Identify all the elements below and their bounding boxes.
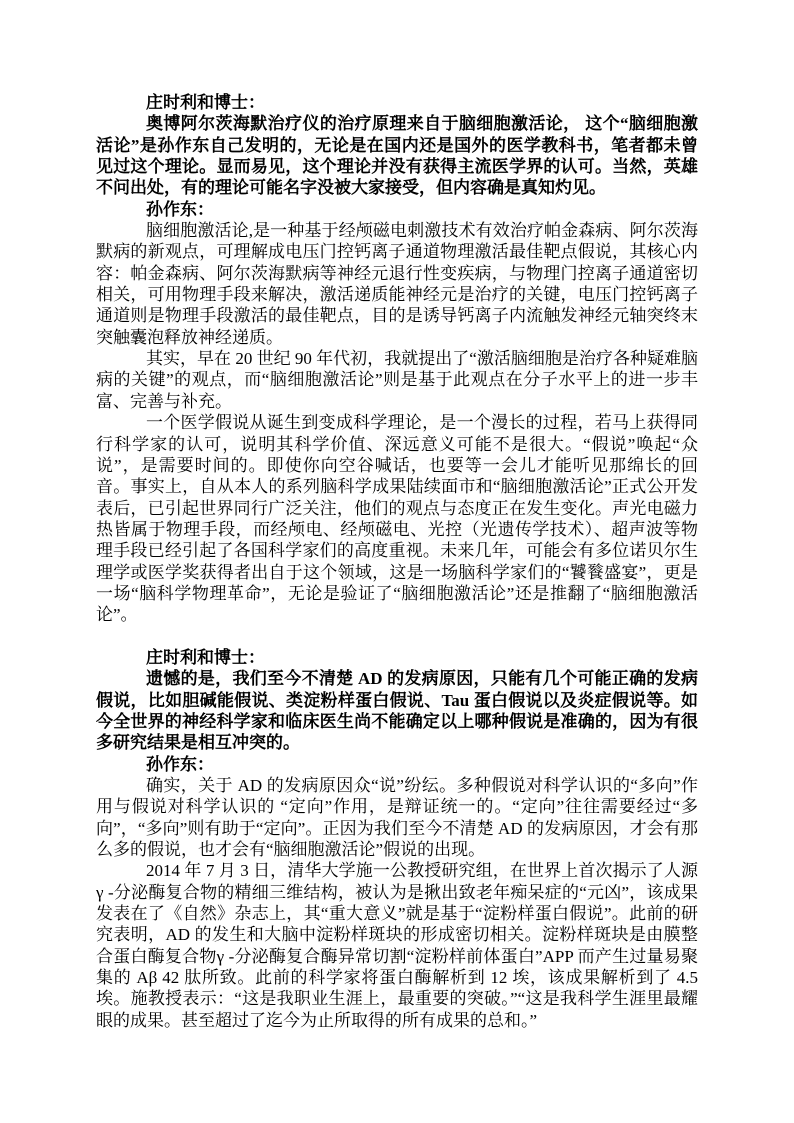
speaker-heading-sun-1: 孙作东：	[146, 199, 214, 219]
paragraph-zhuang-question-2: 遗憾的是，我们至今不清楚 AD 的发病原因，只能有几个可能正确的发病假说，比如胆碱能假说、类淀粉样蛋白假说、Tau 蛋白假说以及炎症假说等。如今全世界的神经科学家和临床医生尚不能确定以上哪种假说是准确的，因为有很多研究结果是相互冲突的。	[96, 669, 698, 753]
paragraph-zhuang-question-1: 奥博阿尔茨海默治疗仪的治疗原理来自于脑细胞激活论， 这个“脑细胞激活论”是孙作东自己发明的，无论是在国内还是国外的医学教科书，笔者都未曾见过这个理论。显而易见，这个理论并没有获得主流医学界的认可。当然，英雄不问出处，有的理论可能名字没被大家接受，但内容确是真知灼见。	[96, 114, 698, 198]
paragraph-sun-answer-1b: 其实，早在 20 世纪 90 年代初，我就提出了“激活脑细胞是治疗各种疑难脑病的关键”的观点，而“脑细胞激活论”则是基于此观点在分子水平上的进一步丰富、完善与补充。	[96, 349, 698, 411]
speaker-heading-zhuang-1: 庄时利和博士：	[146, 93, 265, 112]
paragraph-sun-answer-1a: 脑细胞激活论,是一种基于经颅磁电刺激技术有效治疗帕金森病、阿尔茨海默病的新观点，可理解成电压门控钙离子通道物理激活最佳靶点假说，其核心内容：帕金森病、阿尔茨海默病等神经元退行性变疾病，与物理门控离子通道密切相关，可用物理手段来解决，激活递质能神经元是治疗的关键，电压门控钙离子通道则是物理手段激活的最佳靶点，目的是诱导钙离子内流触发神经元轴突终末突触囊泡释放神经递质。	[96, 221, 698, 347]
paragraph-sun-answer-2a: 确实，关于 AD 的发病原因众“说”纷纭。多种假说对科学认识的“多向”作用与假说对科学认识的 “定向”作用，是辩证统一的。“定向”往往需要经过“多向”，“多向”则有助于“定向”。正因为我们至今不清楚 AD 的发病原因，才会有那么多的假说，也才会有“脑细胞激活论”假说的出现。	[96, 776, 698, 860]
paragraph-sun-answer-2b: 2014 年 7 月 3 日，清华大学施一公教授研究组，在世界上首次揭示了人源γ -分泌酶复合物的精细三维结构，被认为是揪出致老年痴呆症的“元凶”，该成果发表在了《自然》杂志上，其“重大意义”就是基于“淀粉样蛋白假说”。此前的研究表明，AD 的发生和大脑中淀粉样斑块的形成密切相关。淀粉样斑块是由膜整合蛋白酶复合物γ -分泌酶复合酶异常切割“淀粉样前体蛋白”APP 而产生过量易聚集的 Aβ 42 肽所致。此前的科学家将蛋白酶解析到 12 埃，该成果解析到了 4.5 埃。施教授表示：“这是我职业生涯上，最重要的突破。”“这是我科学生涯里最耀眼的成果。甚至超过了迄今为止所取得的所有成果的总和。”	[96, 861, 698, 1030]
document-body	[96, 92, 698, 1031]
paragraph-sun-answer-1c: 一个医学假说从诞生到变成科学理论，是一个漫长的过程，若马上获得同行科学家的认可，说明其科学价值、深远意义可能不是很大。“假说”唤起“众说”，是需要时间的。即使你向空谷喊话，也要等一会儿才能听见那绵长的回音。事实上，自从本人的系列脑科学成果陆续面市和“脑细胞激活论”正式公开发表后，已引起世界同行广泛关注，他们的观点与态度正在发生变化。声光电磁力热皆属于物理手段，而经颅电、经颅磁电、光控（光遗传学技术）、超声波等物理手段已经引起了各国科学家们的高度重视。未来几年，可能会有多位诺贝尔生理学或医学奖获得者出自于这个领域，这是一场脑科学家们的“饕餮盛宴”，更是一场“脑科学物理革命”，无论是验证了“脑细胞激活论”还是推翻了“脑细胞激活论”。	[96, 413, 698, 625]
section-gap	[96, 626, 698, 647]
speaker-heading-zhuang-2: 庄时利和博士：	[146, 647, 265, 667]
speaker-heading-sun-2: 孙作东：	[146, 754, 214, 774]
